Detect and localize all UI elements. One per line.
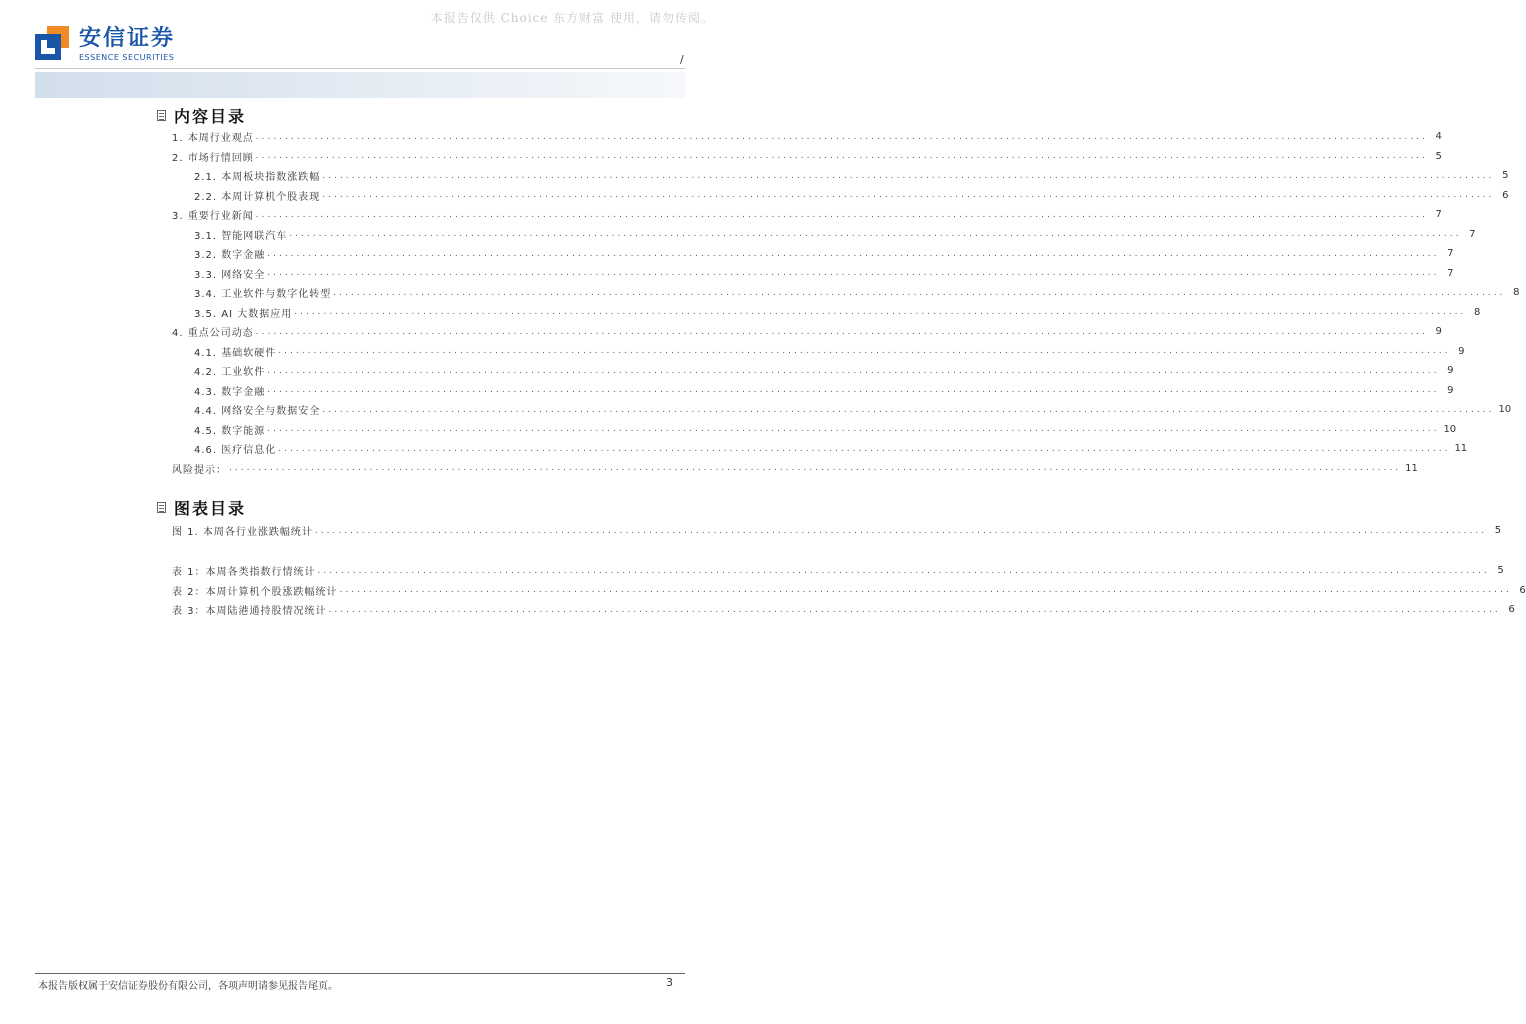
toc-leader-dots: ........................................................................................................................................................................................................ (294, 307, 1467, 318)
toc-leader-dots: ........................................................................................................................................................................................................ (255, 131, 1428, 142)
toc-entry[interactable] (172, 147, 1442, 167)
toc-leader-dots: ........................................................................................................................................................................................................ (278, 346, 1451, 357)
toc-entry-page: 7 (1447, 267, 1454, 279)
toc-leader-dots: ........................................................................................................................................................................................................ (267, 424, 1440, 435)
header-divider (35, 68, 685, 69)
toc-leader-dots: ........................................................................................................................................................................................................ (339, 585, 1512, 596)
figures-heading (157, 496, 246, 519)
toc-leader-dots: ........................................................................................................................................................................................................ (322, 190, 1495, 201)
toc-entry[interactable] (172, 600, 1515, 620)
toc-leader-dots: ........................................................................................................................................................................................................ (322, 404, 1495, 415)
document-icon (157, 502, 166, 513)
toc-leader-dots: ........................................................................................................................................................................................................ (255, 209, 1428, 220)
toc-entry-label: 2.2. 本周计算机个股表现 (194, 191, 321, 203)
toc-entry-page: 5 (1497, 565, 1504, 577)
toc-entry-label: 4.5. 数字能源 (194, 425, 266, 437)
toc-entry-label: 表 2：本周计算机个股涨跌幅统计 (172, 586, 338, 598)
toc-entry[interactable] (172, 459, 1418, 479)
toc-entry-label: 4.3. 数字金融 (194, 386, 266, 398)
toc-entry-label: 图 1. 本周各行业涨跌幅统计 (172, 527, 313, 539)
toc-entry-page: 5 (1435, 150, 1442, 162)
toc-list (172, 127, 1520, 478)
toc-entry-label: 3.1. 智能网联汽车 (194, 230, 288, 242)
header-mark: / (680, 53, 684, 66)
toc-entry-label: 4.6. 医疗信息化 (194, 445, 277, 457)
toc-entry[interactable] (172, 283, 1520, 303)
toc-entry[interactable] (172, 264, 1454, 284)
toc-entry[interactable] (172, 322, 1442, 342)
toc-leader-dots: ........................................................................................................................................................................................................ (289, 229, 1462, 240)
toc-entry-label: 4.4. 网络安全与数据安全 (194, 406, 321, 418)
toc-entry-label: 表 1：本周各类指数行情统计 (172, 567, 316, 579)
toc-entry-page: 7 (1435, 209, 1442, 221)
toc-entry-page: 7 (1447, 248, 1454, 260)
toc-leader-dots: ........................................................................................................................................................................................................ (314, 525, 1488, 536)
toc-leader-dots: ........................................................................................................................................................................................................ (267, 248, 1440, 259)
toc-entry[interactable] (172, 400, 1512, 420)
toc-entry[interactable] (172, 186, 1509, 206)
toc-leader-dots: ........................................................................................................................................................................................................ (328, 604, 1501, 615)
toc-title: 内容目录 (174, 107, 247, 126)
logo-chinese-name: 安信证券 (79, 26, 176, 51)
toc-entry-page: 6 (1502, 189, 1509, 201)
toc-entry-page: 9 (1435, 326, 1442, 338)
toc-entry-page: 10 (1443, 423, 1457, 435)
toc-entry-label: 1. 本周行业观点 (172, 133, 254, 145)
footer-divider (35, 973, 685, 974)
toc-entry[interactable] (172, 166, 1509, 186)
toc-entry-label: 4.1. 基础软硬件 (194, 347, 277, 359)
toc-entry[interactable] (172, 581, 1526, 601)
figure-list (172, 521, 1502, 541)
toc-entry-page: 9 (1458, 345, 1465, 357)
toc-entry-page: 6 (1508, 604, 1515, 616)
document-icon (157, 110, 166, 121)
toc-entry-page: 7 (1469, 228, 1476, 240)
toc-entry-label: 3.5. AI 大数据应用 (194, 308, 293, 320)
toc-entry-page: 8 (1513, 287, 1520, 299)
watermark: 本报告仅供 Choice 东方财富 使用，请勿传阅。 (430, 11, 714, 25)
toc-entry[interactable] (172, 561, 1504, 581)
toc-heading (157, 104, 246, 127)
toc-entry[interactable] (172, 225, 1476, 245)
footer-disclaimer: 本报告版权属于安信证券股份有限公司，各项声明请参见报告尾页。 (38, 981, 338, 992)
toc-entry[interactable] (172, 361, 1454, 381)
toc-entry-label: 2. 市场行情回顾 (172, 152, 254, 164)
toc-entry-label: 风险提示： (172, 464, 227, 476)
toc-entry[interactable] (172, 342, 1465, 362)
toc-entry-label: 4. 重点公司动态 (172, 328, 254, 340)
toc-entry-label: 3.3. 网络安全 (194, 269, 266, 281)
toc-leader-dots: ........................................................................................................................................................................................................ (267, 385, 1440, 396)
toc-entry[interactable] (172, 381, 1454, 401)
toc-leader-dots: ........................................................................................................................................................................................................ (333, 287, 1506, 298)
company-logo (35, 26, 175, 62)
toc-entry-page: 4 (1435, 131, 1442, 143)
toc-leader-dots: ........................................................................................................................................................................................................ (229, 463, 1402, 474)
toc-entry-label: 3.2. 数字金融 (194, 250, 266, 262)
toc-leader-dots: ........................................................................................................................................................................................................ (317, 565, 1490, 576)
toc-entry-page: 9 (1447, 384, 1454, 396)
toc-entry-label: 表 3：本周陆港通持股情况统计 (172, 606, 327, 618)
toc-leader-dots: ........................................................................................................................................................................................................ (322, 170, 1495, 181)
toc-entry-page: 8 (1474, 306, 1481, 318)
toc-leader-dots: ........................................................................................................................................................................................................ (267, 268, 1440, 279)
toc-entry[interactable] (172, 439, 1468, 459)
toc-entry[interactable] (172, 205, 1442, 225)
logo-english-name: ESSENCE SECURITIES (79, 53, 175, 62)
toc-entry-page: 9 (1447, 365, 1454, 377)
toc-leader-dots: ........................................................................................................................................................................................................ (278, 443, 1451, 454)
toc-entry[interactable] (172, 521, 1502, 541)
figures-title: 图表目录 (174, 499, 247, 518)
toc-entry[interactable] (172, 303, 1481, 323)
toc-entry-page: 11 (1405, 462, 1418, 474)
toc-entry-page: 10 (1498, 404, 1512, 416)
toc-entry-label: 4.2. 工业软件 (194, 367, 266, 379)
logo-mark-icon (35, 26, 71, 62)
toc-leader-dots: ........................................................................................................................................................................................................ (255, 151, 1428, 162)
toc-entry[interactable] (172, 420, 1457, 440)
toc-leader-dots: ........................................................................................................................................................................................................ (267, 365, 1440, 376)
toc-entry-label: 3. 重要行业新闻 (172, 211, 254, 223)
toc-leader-dots: ........................................................................................................................................................................................................ (255, 326, 1428, 337)
header-band (35, 72, 685, 98)
toc-entry-label: 3.4. 工业软件与数字化转型 (194, 289, 332, 301)
page-number: 3 (666, 976, 673, 989)
toc-entry[interactable] (172, 127, 1442, 147)
toc-entry-page: 5 (1502, 170, 1509, 182)
toc-entry-page: 6 (1519, 584, 1526, 596)
table-list (172, 561, 1526, 620)
toc-entry-page: 5 (1494, 525, 1502, 537)
toc-entry-label: 2.1. 本周板块指数涨跌幅 (194, 172, 321, 184)
toc-entry[interactable] (172, 244, 1454, 264)
toc-entry-page: 11 (1454, 443, 1468, 455)
